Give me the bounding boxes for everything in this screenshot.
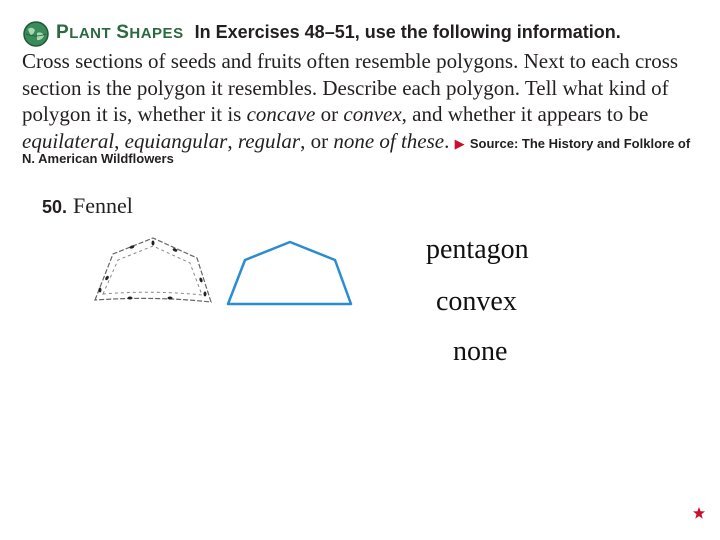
pentagon-shape [228, 242, 351, 304]
description-text: . [444, 128, 450, 153]
description-text: or [315, 102, 344, 126]
term-regular: regular [237, 128, 301, 153]
term-concave: concave [246, 102, 316, 126]
exercise-number: 50. [42, 197, 68, 217]
plant-shapes-title-hapes: HAPES [129, 25, 184, 42]
star-icon [692, 506, 706, 520]
source-arrow-icon: ▶ [454, 136, 465, 152]
description-text: Cross sections of seeds and fruits often resemble polygons. Next to each cross section is the polygon it resembles. Describe each polygon. Tell what kind of polygon it is, whether it is [22, 49, 679, 126]
source-citation: Source: The History and Folklore of [469, 135, 691, 151]
term-convex: convex [343, 102, 402, 126]
answer-classification: none [453, 336, 508, 367]
term-none-of-these: none of these [333, 128, 445, 153]
description-text: , [114, 128, 125, 153]
plant-shapes-title-lant: LANT [69, 25, 112, 42]
exercise-label [42, 193, 133, 219]
fennel-figure [85, 232, 365, 314]
fennel-cross-section [95, 238, 211, 302]
plant-shapes-title-s: S [116, 22, 130, 43]
description-text: , [227, 128, 238, 153]
answer-convexity: convex [436, 286, 517, 317]
exercise-name: Fennel [73, 193, 133, 218]
plant-shapes-title-p: P [56, 22, 70, 43]
description-text: , and whether it appears to be [401, 102, 649, 126]
term-equiangular: equiangular [124, 128, 228, 153]
answer-polygon-type: pentagon [426, 234, 529, 265]
description-text: , or [300, 128, 334, 153]
problem-description [22, 48, 712, 158]
globe-icon [22, 20, 50, 48]
term-equilateral: equilateral [22, 128, 115, 153]
exercise-header [56, 22, 621, 44]
header-instruction: In Exercises 48–51, use the following information. [194, 22, 621, 42]
source-citation-continued: N. American Wildflowers [22, 151, 174, 166]
